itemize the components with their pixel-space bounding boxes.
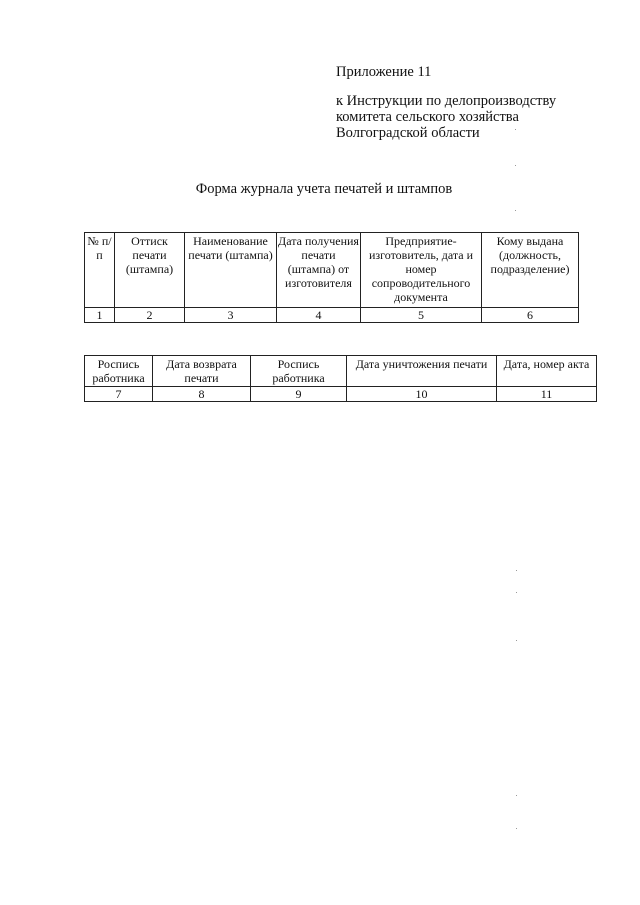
header-cell-destroy-date: Дата уничтожения печати	[347, 356, 497, 387]
scan-speck	[515, 129, 516, 130]
appendix-line-2: комитета сельского хозяйства	[336, 109, 519, 125]
appendix-line-3: Волгоградской области	[336, 125, 480, 141]
header-cell-number: № п/п	[85, 233, 115, 308]
table-number-row	[85, 308, 579, 323]
column-number: 1	[85, 308, 115, 323]
header-cell-signature: Роспись работника	[85, 356, 153, 387]
column-number: 4	[277, 308, 361, 323]
journal-table-1	[84, 232, 579, 323]
column-number: 3	[185, 308, 277, 323]
form-title: Форма журнала учета печатей и штампов	[195, 181, 453, 197]
header-cell-receive-date: Дата получения печати (штампа) от изготовителя	[277, 233, 361, 308]
column-number: 11	[497, 387, 597, 402]
header-cell-signature: Роспись работника	[251, 356, 347, 387]
scan-speck	[516, 828, 517, 829]
scan-speck	[516, 592, 517, 593]
journal-table-2	[84, 355, 597, 402]
scan-speck	[516, 640, 517, 641]
column-number: 10	[347, 387, 497, 402]
appendix-line-1: к Инструкции по делопроизводству	[336, 93, 557, 109]
table-number-row	[85, 387, 597, 402]
header-cell-name: Наименование печати (штампа)	[185, 233, 277, 308]
header-cell-imprint: Оттиск печати (штампа)	[115, 233, 185, 308]
header-cell-manufacturer: Предприятие-изготовитель, дата и номер сопроводительного документа	[361, 233, 482, 308]
table-header-row	[85, 233, 579, 308]
column-number: 5	[361, 308, 482, 323]
scan-speck	[515, 165, 516, 166]
header-cell-issued-to: Кому выдана (должность, подразделение)	[482, 233, 579, 308]
column-number: 7	[85, 387, 153, 402]
header-cell-act: Дата, номер акта	[497, 356, 597, 387]
scan-speck	[516, 570, 517, 571]
column-number: 9	[251, 387, 347, 402]
header-cell-return-date: Дата возврата печати	[153, 356, 251, 387]
appendix-title: Приложение 11	[336, 64, 432, 80]
column-number: 6	[482, 308, 579, 323]
column-number: 2	[115, 308, 185, 323]
column-number: 8	[153, 387, 251, 402]
table-header-row	[85, 356, 597, 387]
scan-speck	[516, 795, 517, 796]
appendix-block	[336, 64, 556, 141]
scan-speck	[515, 210, 516, 211]
